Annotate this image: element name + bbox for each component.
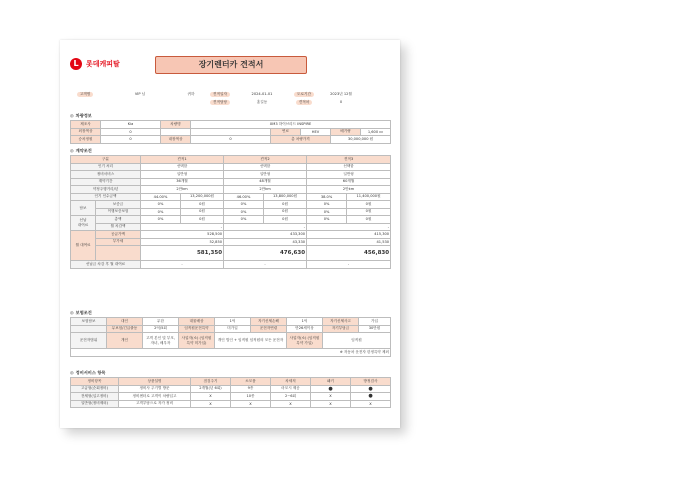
cell: 38.0% (307, 193, 347, 201)
cell: 0% (307, 201, 347, 209)
cell: 2만km (224, 186, 307, 194)
maker-label: 제조사 (71, 121, 101, 129)
cell: - (307, 261, 391, 269)
cell: 0% (141, 216, 181, 224)
cell: - (224, 261, 307, 269)
interior-value: 0 (191, 136, 271, 144)
table-row (71, 385, 391, 393)
cell: 보험담보 (71, 318, 107, 326)
cell: 0% (141, 201, 181, 209)
cell: - (141, 261, 224, 269)
row-label: 약정주행거리/년 (71, 186, 141, 194)
cell: 고객부담으로 자가 정비 (119, 400, 191, 408)
cell: 선택함 (224, 163, 307, 171)
header-table (70, 90, 390, 106)
cell: 0원 (347, 201, 391, 209)
cell: 2억/5회 (143, 325, 179, 333)
section-contract: ◎ 계약조건 (70, 148, 92, 154)
cell: 30만원 (359, 325, 391, 333)
cell: 운전자범위 (71, 333, 107, 349)
cell: 0% (307, 208, 347, 216)
table-row (71, 261, 391, 269)
cell: ● (351, 385, 391, 393)
cell: 44.00% (141, 193, 181, 201)
cell: 11,400,000원 (347, 193, 391, 201)
maintenance-head: 상품설명 (119, 378, 191, 386)
cell: 사업자(소) (임직원특약 가입) (287, 333, 323, 349)
cell: 1억 (215, 318, 251, 326)
cell: X (311, 400, 351, 408)
table-row (71, 223, 391, 231)
monthly-value: 476,630 (224, 246, 307, 261)
contract-head-2: 견적2 (224, 156, 307, 164)
cell: 고급형(순회정비) (71, 385, 119, 393)
seq-value: 0 (339, 100, 343, 104)
cell: 0% (307, 216, 347, 224)
cell: 60개월 (307, 178, 391, 186)
cell: 52,850 (141, 238, 224, 246)
cell: 가입 (359, 318, 391, 326)
maintenance-head: 패키 (311, 378, 351, 386)
seats-label: 승차정원 (71, 136, 101, 144)
section-insurance: ◎ 보험조건 (70, 310, 92, 316)
cell: 528,500 (141, 231, 224, 239)
insurance-note: ※ 자동차 운전자 한정특약 제외 (71, 349, 391, 357)
cell: - (141, 223, 224, 231)
cell: X (191, 400, 231, 408)
quote-sheet (60, 40, 400, 428)
cell: 선택함 (141, 163, 224, 171)
cell: - (224, 223, 307, 231)
row-label: 보증금 (96, 201, 141, 209)
cell: 운전자연령 (251, 325, 287, 333)
cell: 무한 (143, 318, 179, 326)
cell: 0% (224, 216, 264, 224)
contract-head-0: 구분 (71, 156, 141, 164)
table-row (71, 318, 391, 326)
cell: 0원 (181, 201, 224, 209)
cell: 임직원운전특약 (179, 325, 215, 333)
cell: 선택함 (307, 163, 391, 171)
cell: 임직원 (323, 333, 391, 349)
cell: X (191, 393, 231, 401)
cell: 0원 (264, 216, 307, 224)
prepay-label-text: 선납 (79, 218, 87, 222)
cell: ● (351, 393, 391, 401)
table-row (71, 400, 391, 408)
deposit-label: 인기 인수금액 (71, 193, 141, 201)
maintenance-table (70, 377, 391, 408)
contract-head-1: 견적1 (141, 156, 224, 164)
table-row (71, 208, 391, 216)
monthly-label: 월 대여료 (71, 231, 96, 261)
cell: 0원 (181, 216, 224, 224)
cell: 415,300 (307, 231, 391, 239)
contract-head-3: 견적3 (307, 156, 391, 164)
row-label: 계약기간 (71, 178, 141, 186)
model-value: XM3 하이브리드 INSPIRE (191, 121, 391, 129)
row-label: 총액 (96, 216, 141, 224)
cell: 미가입 (215, 325, 251, 333)
seq-label: 견적차 (296, 100, 312, 105)
table-row (71, 333, 391, 349)
cell: 일반형(정비제외) (71, 400, 119, 408)
cell: 13,800,000원 (264, 193, 307, 201)
cell: 0원 (264, 208, 307, 216)
cell: 자기부담금 (323, 325, 359, 333)
cell: 자기신체사고 (323, 318, 359, 326)
vat-label: 부가세 (96, 238, 141, 246)
row-label: 월 차감액 (96, 223, 141, 231)
fuel-value: HEV (301, 128, 331, 136)
cell: 48개월 (224, 178, 307, 186)
cell: X (271, 400, 311, 408)
section-maintenance: ◎ 정비서비스 항목 (70, 370, 105, 376)
cell: 0% (224, 208, 264, 216)
cell: 0원 (347, 216, 391, 224)
monthly-value: 456,830 (307, 246, 391, 261)
cell: 개인 (107, 333, 143, 349)
table-row (71, 186, 391, 194)
manager-label: 견적담당 (210, 100, 230, 105)
table-row (71, 349, 391, 357)
table-row (71, 216, 391, 224)
cell: 대인 (107, 318, 143, 326)
quote-date-value: 2024-01-01 (251, 92, 273, 96)
cell: 일반형 (224, 171, 307, 179)
cell: 만26세이상 (287, 325, 323, 333)
logo-text: 롯데캐피탈 (86, 60, 120, 68)
maintenance-head: 점검주기 (191, 378, 231, 386)
cell: 2만km (307, 186, 391, 194)
seats-value: 0 (101, 136, 161, 144)
cell: 마모시 제공 (271, 385, 311, 393)
prepay-label (71, 216, 96, 231)
cell: 2만km (141, 186, 224, 194)
cell: 고객 본인 및 부모, 자녀, 배우자 (143, 333, 179, 349)
supply-label: 공급가액 (96, 231, 141, 239)
contract-table (70, 155, 391, 269)
row-label: 이행보증보험 (96, 208, 141, 216)
cc-label: 배기량 (331, 128, 361, 136)
customer-suffix: 귀하 (187, 91, 195, 96)
table-row (71, 178, 391, 186)
model-label: 차량명 (161, 121, 191, 129)
cell: 일반형 (307, 171, 391, 179)
interior-label: 내장색상 (161, 136, 191, 144)
customer-label: 고객명 (77, 92, 93, 97)
customer-value: VIP 님 (134, 91, 146, 96)
maintenance-head: 차세척 (271, 378, 311, 386)
cell: X (311, 393, 351, 401)
prepay-sub-text: 대여료 (77, 223, 89, 227)
cell: X (351, 400, 391, 408)
cell: 일반형 (141, 171, 224, 179)
cell: 0원 (347, 208, 391, 216)
maintenance-head: 정비항목 (71, 378, 119, 386)
cell: 정비센터로 고객이 차량입고 (119, 393, 191, 401)
fuel-label: 연료 (271, 128, 301, 136)
after-label: 선납금 차감 후 월 대여료 (71, 261, 141, 269)
delivery-value: 2023년 12월 (330, 91, 352, 96)
cell: 36개월 (141, 178, 224, 186)
row-label: 인기 처리 (71, 163, 141, 171)
table-row (71, 238, 391, 246)
cell: 41,530 (307, 238, 391, 246)
maintenance-head: 소모품 (231, 378, 271, 386)
cell: 대물배상 (179, 318, 215, 326)
table-row (71, 325, 391, 333)
cell: 0원 (181, 208, 224, 216)
section-vehicle: ◎ 차량정보 (70, 113, 92, 119)
table-row (71, 393, 391, 401)
cell: 2개월(년 6회) (191, 385, 231, 393)
table-row (71, 231, 391, 239)
cell: 46.00% (224, 193, 264, 201)
lotte-logo-icon: L (70, 58, 82, 70)
cell: 자기신체손해 (251, 318, 287, 326)
table-row (71, 201, 391, 209)
guarantee-label: 담보 (71, 201, 96, 216)
cell: 전체형(입고정비) (71, 393, 119, 401)
total-label: 총 차량가격 (271, 136, 331, 144)
cell: 개인 법인 + 임직원 임직원의 모든 운전자 (215, 333, 287, 349)
cell: X (231, 400, 271, 408)
cell: 0% (224, 201, 264, 209)
table-row (71, 163, 391, 171)
cell: 2~6회 (271, 393, 311, 401)
manager-value: 홍길동 (256, 99, 268, 104)
monthly-value: 581,350 (141, 246, 224, 261)
cell: 43,330 (224, 238, 307, 246)
color-value: 0 (101, 128, 161, 136)
cell: 9종 (231, 385, 271, 393)
cell (71, 325, 107, 333)
cell: 0% (141, 208, 181, 216)
cc-value: 1,600 cc (361, 128, 391, 136)
total-value: 30,000,000 원 (331, 136, 391, 144)
page-title: 장기렌터카 견적서 (155, 56, 307, 74)
cell: 정비사 주기별 방문 (119, 385, 191, 393)
vehicle-table (70, 120, 391, 144)
maker-value: Kia (101, 121, 161, 129)
cell: 무보험/긴급출동 (107, 325, 143, 333)
row-label: 정비서비스 (71, 171, 141, 179)
maintenance-head: 방정검사 (351, 378, 391, 386)
cell: ● (311, 385, 351, 393)
cell: 13,200,000원 (181, 193, 224, 201)
company-logo (70, 58, 120, 70)
cell: 433,300 (224, 231, 307, 239)
insurance-table (70, 317, 391, 357)
quote-date-label: 견적일자 (210, 92, 230, 97)
cell: 0원 (264, 201, 307, 209)
delivery-label: 도로기간 (294, 92, 314, 97)
table-row (71, 171, 391, 179)
table-row (71, 193, 391, 201)
color-label: 외장색상 (71, 128, 101, 136)
table-row (71, 246, 391, 261)
cell: - (307, 223, 391, 231)
cell: 10종 (231, 393, 271, 401)
cell: 사업자(소) (임직원특약 미가입) (179, 333, 215, 349)
cell: 1억 (287, 318, 323, 326)
